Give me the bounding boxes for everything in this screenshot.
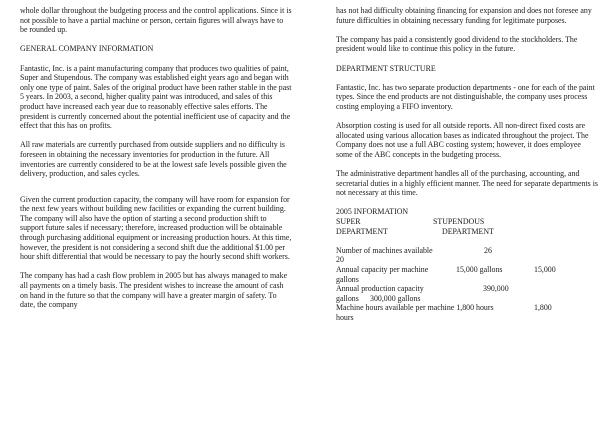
info-title-row (336, 207, 598, 217)
cash-flow-paragraph: The company has had a cash flow problem in 2005 but has always managed to make all payments on a timely basis. The president wishes to increase the amount of cash on hand in the future so that the company will have a greater margin of safety. To date, the company (20, 271, 288, 310)
machines-available-row (336, 246, 598, 256)
production-capacity-paragraph: Given the current production capacity, the company will have room for expansion for the next few years without building new facilities or expanding the current building. The company will also have the option of starting a second production shift to support future sales if necessary; therefore, increased production will be obtainable through purchasing additional equipment or increasing production hours. At this time, however, the president is not considering a second shift due the additional $1.00 per hour shift differential that would be necessary to pay the hourly second shift workers. (20, 194, 292, 262)
super-header: SUPER (336, 217, 361, 227)
column-header-row-1 (336, 217, 598, 227)
right-column (336, 6, 598, 323)
machine-hours-row (336, 303, 598, 313)
capacity-per-machine-unit: gallons (336, 274, 359, 284)
capacity-per-machine-super: 15,000 gallons (456, 265, 503, 275)
departments-paragraph: Fantastic, Inc. has two separate production departments - one for each of the paint types. Since the end products are not distinguishable, the company uses process costing employing a FIFO inventory. (336, 82, 595, 111)
machines-available-label: Number of machines available (336, 245, 433, 255)
stupendous-header-department: DEPARTMENT (442, 226, 494, 236)
financing-paragraph: has not had difficulty obtaining financing for expansion and does not foresee any future difficulties in obtaining necessary funding for legitimate purposes. (336, 6, 592, 25)
stupendous-header: STUPENDOUS (433, 217, 485, 227)
annual-production-row-wrap (336, 294, 598, 304)
annual-production-super: 390,000 (483, 284, 509, 294)
department-structure-heading: DEPARTMENT STRUCTURE (336, 63, 436, 73)
column-header-row-2 (336, 227, 598, 237)
annual-production-row (336, 284, 598, 294)
left-column (20, 6, 292, 319)
machine-hours-unit: hours (336, 313, 354, 322)
company-description-paragraph: Fantastic, Inc. is a paint manufacturing company that produces two qualities of paint, Super and Stupendous. The company was established eight years ago and began with only one type of paint. Sales of the original product have been rather stable in the past 5 years. In 2003, a second, higher quality paint was introduced, and sales of this product have increased each year due to reasonably effective sales efforts. The president is currently concerned about the potential inefficient use of capacity and the effect that this has on profits. (20, 63, 292, 131)
super-header-department: DEPARTMENT (336, 226, 388, 236)
info-table-2005 (336, 207, 598, 322)
info-title: 2005 INFORMATION (336, 207, 409, 217)
machine-hours-stupendous: 1,800 (534, 303, 552, 313)
capacity-per-machine-stupendous: 15,000 (534, 265, 556, 275)
annual-production-stupendous: 300,000 gallons (370, 293, 421, 303)
intro-paragraph: whole dollar throughout the budgeting process and the control applications. Since it is not possible to have a partial machine or person, certain figures will always have to be rounded up. (20, 6, 292, 35)
machine-hours-row-wrap (336, 313, 598, 323)
machines-available-row-wrap (336, 255, 598, 265)
capacity-per-machine-row (336, 265, 598, 275)
raw-materials-paragraph: All raw materials are currently purchased from outside suppliers and no difficulty is foreseen in obtaining the necessary inventories for production in the future. All inventories are currently considered to be at the lowest safe levels possible given the delivery, production, and sales cycles. (20, 140, 287, 179)
capacity-per-machine-label: Annual capacity per machine (336, 265, 429, 275)
annual-production-label: Annual production capacity (336, 284, 424, 294)
machines-available-stupendous: 20 (336, 255, 344, 265)
machine-hours-label: Machine hours available per machine 1,800 hours (336, 303, 494, 313)
annual-production-unit: gallons (336, 293, 359, 303)
dividend-paragraph: The company has paid a consistently good dividend to the stockholders. The president would like to continue this policy in the future. (336, 34, 578, 54)
general-company-heading: GENERAL COMPANY INFORMATION (20, 44, 154, 54)
administrative-paragraph: The administrative department handles all of the purchasing, accounting, and secretarial duties in a highly efficient manner. The need for separate departments is not necessary at this time. (336, 169, 598, 198)
capacity-per-machine-row-wrap (336, 275, 598, 285)
machines-available-super: 26 (484, 245, 492, 255)
absorption-costing-paragraph: Absorption costing is used for all outside reports. All non-direct fixed costs are allocated using various allocation bases as indicated throughout the project. The Company does not use a full ABC costing system; however, it does employee some of the ABC concepts in the budgeting process. (336, 121, 589, 159)
